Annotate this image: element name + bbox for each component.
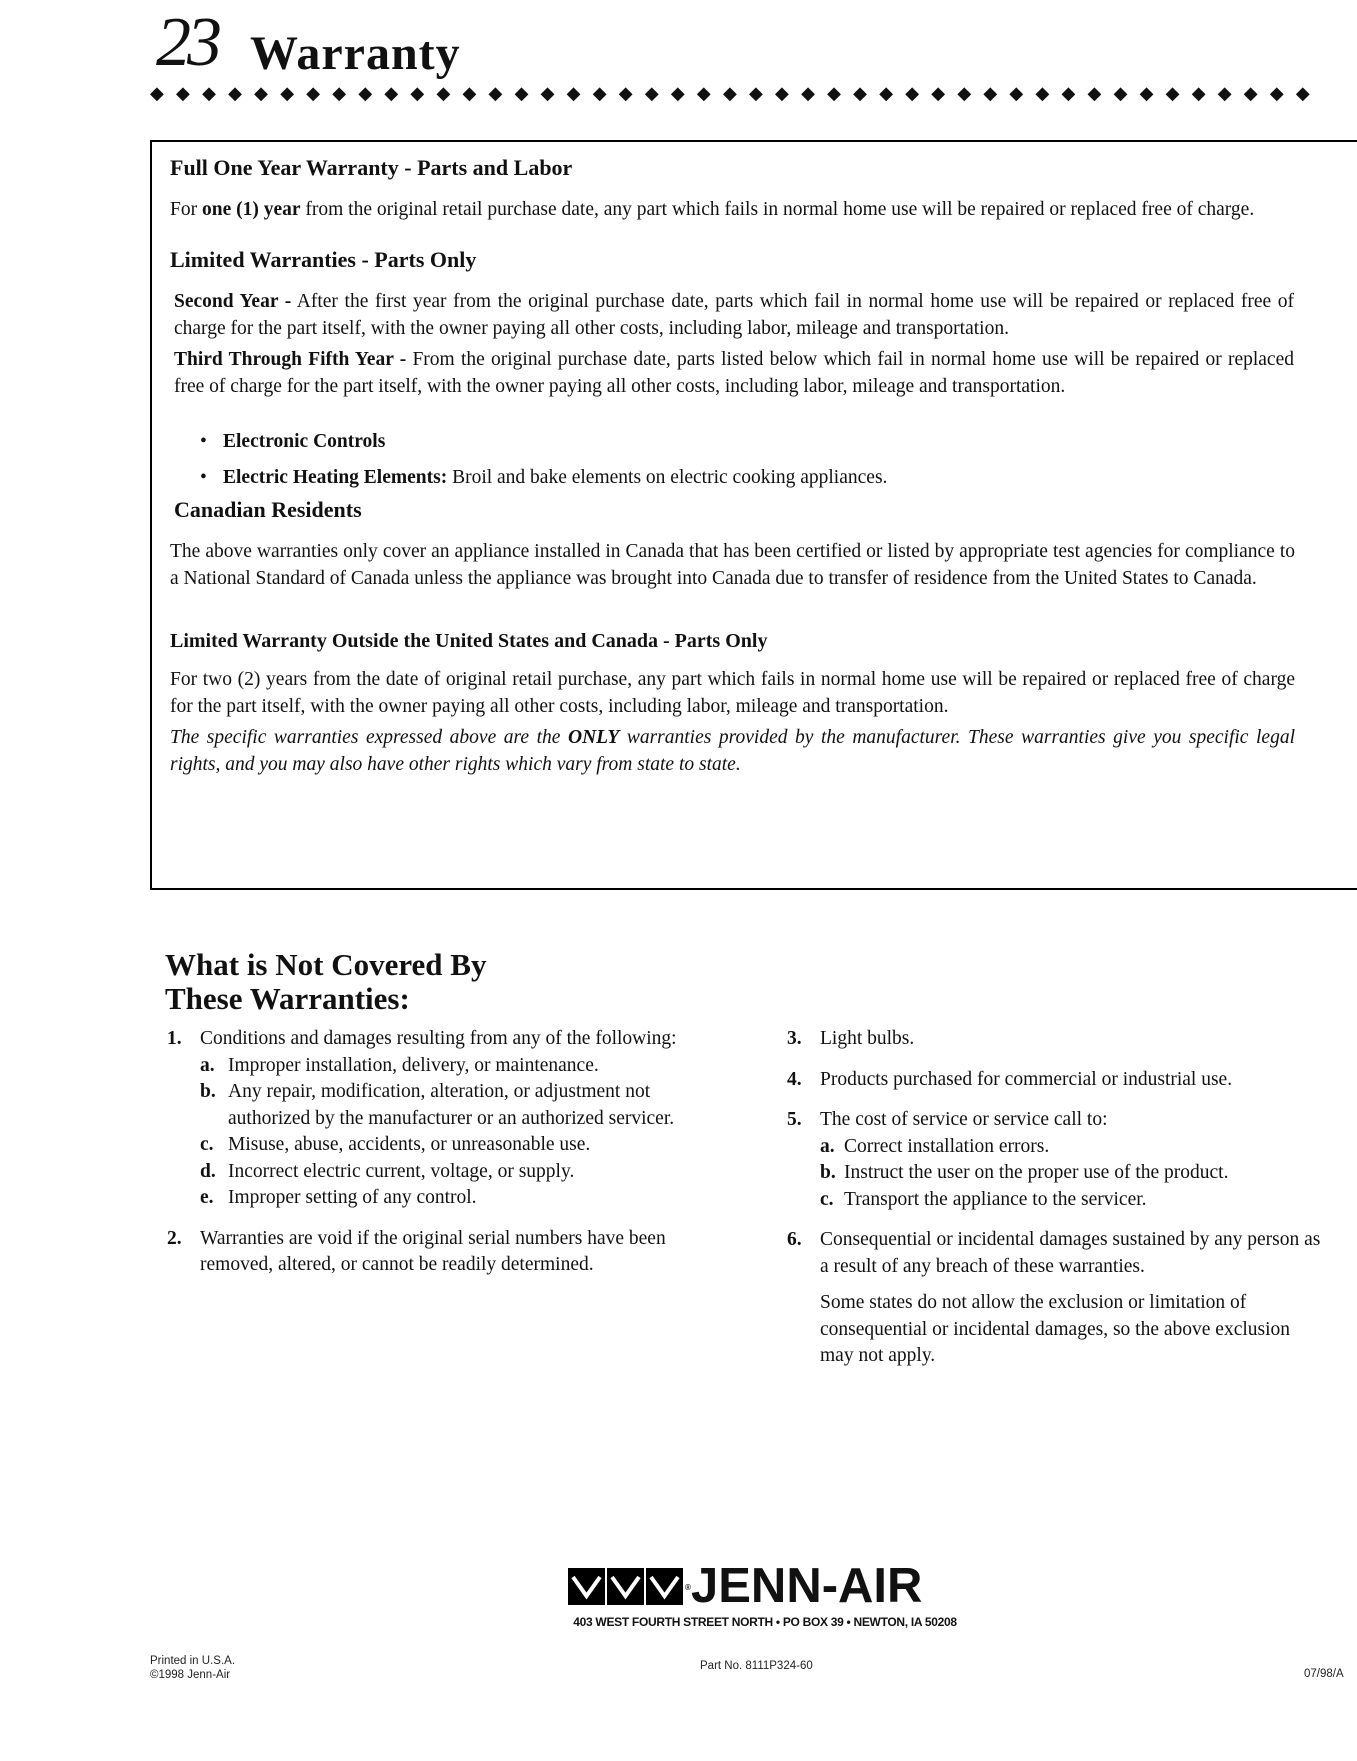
brand-name: ® JENN-AIR [685, 1559, 923, 1613]
not-covered-left-column [167, 1026, 687, 1279]
canadian-residents-heading: Canadian Residents [174, 497, 362, 522]
list-item: 3. Light bulbs. [787, 1028, 915, 1049]
logo-mark-icon [646, 1568, 683, 1605]
bullet-icon: • [200, 431, 207, 452]
list-item: 5. The cost of service or service call to: a. Correct installation errors. b. Instruct the user on the proper use of the product. c. Transport the appliance to the servicer. [787, 1107, 1322, 1213]
not-covered-heading: What is Not Covered By These Warranties: [165, 947, 487, 1016]
sub-item: b. Any repair, modification, alteration, or adjustment not authorized by the manufacturer or an authorized servicer. [200, 1081, 675, 1129]
list-item: 6. Consequential or incidental damages sustained by any person as a result of any breach of these warranties. Some states do not allow the exclusion or limitation of consequential or incidental damages, so the above exclusion may not apply. [787, 1227, 1322, 1370]
not-covered-right-column [787, 1026, 1322, 1370]
list-item: 4. Products purchased for commercial or industrial use. [787, 1068, 1233, 1090]
full-warranty-heading: Full One Year Warranty - Parts and Labor [170, 155, 573, 180]
copyright: ©1998 Jenn-Air [150, 1669, 231, 1681]
second-year-text: Second Year - After the first year from the original purchase date, parts which fail in normal home use will be repaired or replaced free of charge for the part itself, with the owner paying all other costs, including labor, mileage and transportation. [174, 291, 1294, 339]
sub-item: d. Incorrect electric current, voltage, or supply. [200, 1160, 575, 1182]
sub-item: b. Instruct the user on the proper use of the product. [820, 1162, 1229, 1183]
warranty-box: Full One Year Warranty - Parts and Labor For one (1) year from the original retail purchase date, any part which fails in normal home use will be repaired or replaced free of charge. Limited Warranties - Parts Only Second Year - After the first year from the original purchase date, parts which fail in normal home use will be repaired or replaced free of charge for the part itself, with the owner paying all other costs, including labor, mileage and transportation. Third Through Fifth Year - From the original purchase date, parts listed below which fail in normal home use will be repaired or replaced free of charge for the part itself, with the owner paying all other costs, including labor, mileage and transportation. • Electronic Controls • Electric Heating Elements: Broil and bake elements on electric cooking appliances. Canadian Residents The above warranties only cover an appliance installed in Canada that has been certified or listed by appropriate test agencies for compliance to a National Standard of Canada unless the appliance was brought into Canada due to transfer of residence from the United States to Canada. Limited Warranty Outside the United States and Canada - Parts Only For two (2) years from the date of original retail purchase, any part which fails in normal home use will be repaired or replaced free of charge for the part itself, with the owner paying all other costs, including labor, mileage and transportation. The specific warranties expressed above are the ONLY warranties provided by the manufacturer. These warranties give you specific legal rights, and you may also have other rights which vary from state to state. [150, 140, 1357, 890]
page-number: 23 [156, 4, 218, 81]
sub-item: a. Improper installation, delivery, or maintenance. [200, 1054, 599, 1076]
jenn-air-logo [568, 1559, 923, 1613]
outside-us-canada-text: For two (2) years from the date of original retail purchase, any part which fails in normal home use will be repaired or replaced free of charge for the part itself, with the owner paying all other costs, including labor, mileage and transportation. [170, 669, 1295, 717]
sub-item: e. Improper setting of any control. [200, 1187, 477, 1208]
canadian-residents-text: The above warranties only cover an appliance installed in Canada that has been certified or listed by appropriate test agencies for compliance to a National Standard of Canada unless the appliance was brought into Canada due to transfer of residence from the United States to Canada. [170, 541, 1295, 589]
logo-mark-icon [568, 1568, 605, 1605]
logo-mark-icon [607, 1568, 644, 1605]
date-code: 07/98/A [1304, 1668, 1344, 1680]
outside-us-canada-heading: Limited Warranty Outside the United States and Canada - Parts Only [170, 630, 768, 652]
full-warranty-text: For one (1) year from the original retail purchase date, any part which fails in normal home use will be repaired or replaced free of charge. [170, 199, 1255, 220]
warranty-disclaimer: The specific warranties expressed above are the ONLY warranties provided by the manufacturer. These warranties give you specific legal rights, and you may also have other rights which vary from state to state. [170, 727, 1295, 775]
printed-in: Printed in U.S.A. [150, 1655, 236, 1667]
third-fifth-year-text: Third Through Fifth Year - From the original purchase date, parts listed below which fail in normal home use will be repaired or replaced free of charge for the part itself, with the owner paying all other costs, including labor, mileage and transportation. [174, 349, 1294, 397]
sub-item: c. Transport the appliance to the servicer. [820, 1188, 1147, 1210]
bullet-icon: • [200, 467, 207, 488]
page-title: Warranty [250, 27, 461, 80]
registered-mark: ® [685, 1583, 691, 1592]
part-number: Part No. 8111P324-60 [700, 1660, 813, 1672]
sub-item: a. Correct installation errors. [820, 1135, 1050, 1157]
company-address: 403 WEST FOURTH STREET NORTH • PO BOX 39 • NEWTON, IA 50208 [573, 1615, 957, 1629]
list-item: 1. Conditions and damages resulting from any of the following: a. Improper installation, delivery, or maintenance. b. Any repair, modification, alteration, or adjustment not authorized by the manufacturer or an authorized servicer. c. Misuse, abuse, accidents, or unreasonable use. d. Incorrect electric current, voltage, or supply. e. Improper setting of any control. [167, 1026, 687, 1212]
list-item: 2. Warranties are void if the original serial numbers have been removed, altered, or cannot be readily determined. [167, 1227, 666, 1275]
sub-item: c. Misuse, abuse, accidents, or unreasonable use. [200, 1134, 591, 1155]
diamond-divider: ◆◆◆◆◆◆◆◆◆◆◆◆◆◆◆◆◆◆◆◆◆◆◆◆◆◆◆◆◆◆◆◆◆◆◆◆◆◆◆◆◆◆◆◆◆ [150, 83, 1322, 104]
exclusion-note: Some states do not allow the exclusion or limitation of consequential or incidental damages, so the above exclusion may not apply. [820, 1292, 1291, 1366]
limited-warranties-heading: Limited Warranties - Parts Only [170, 247, 477, 272]
